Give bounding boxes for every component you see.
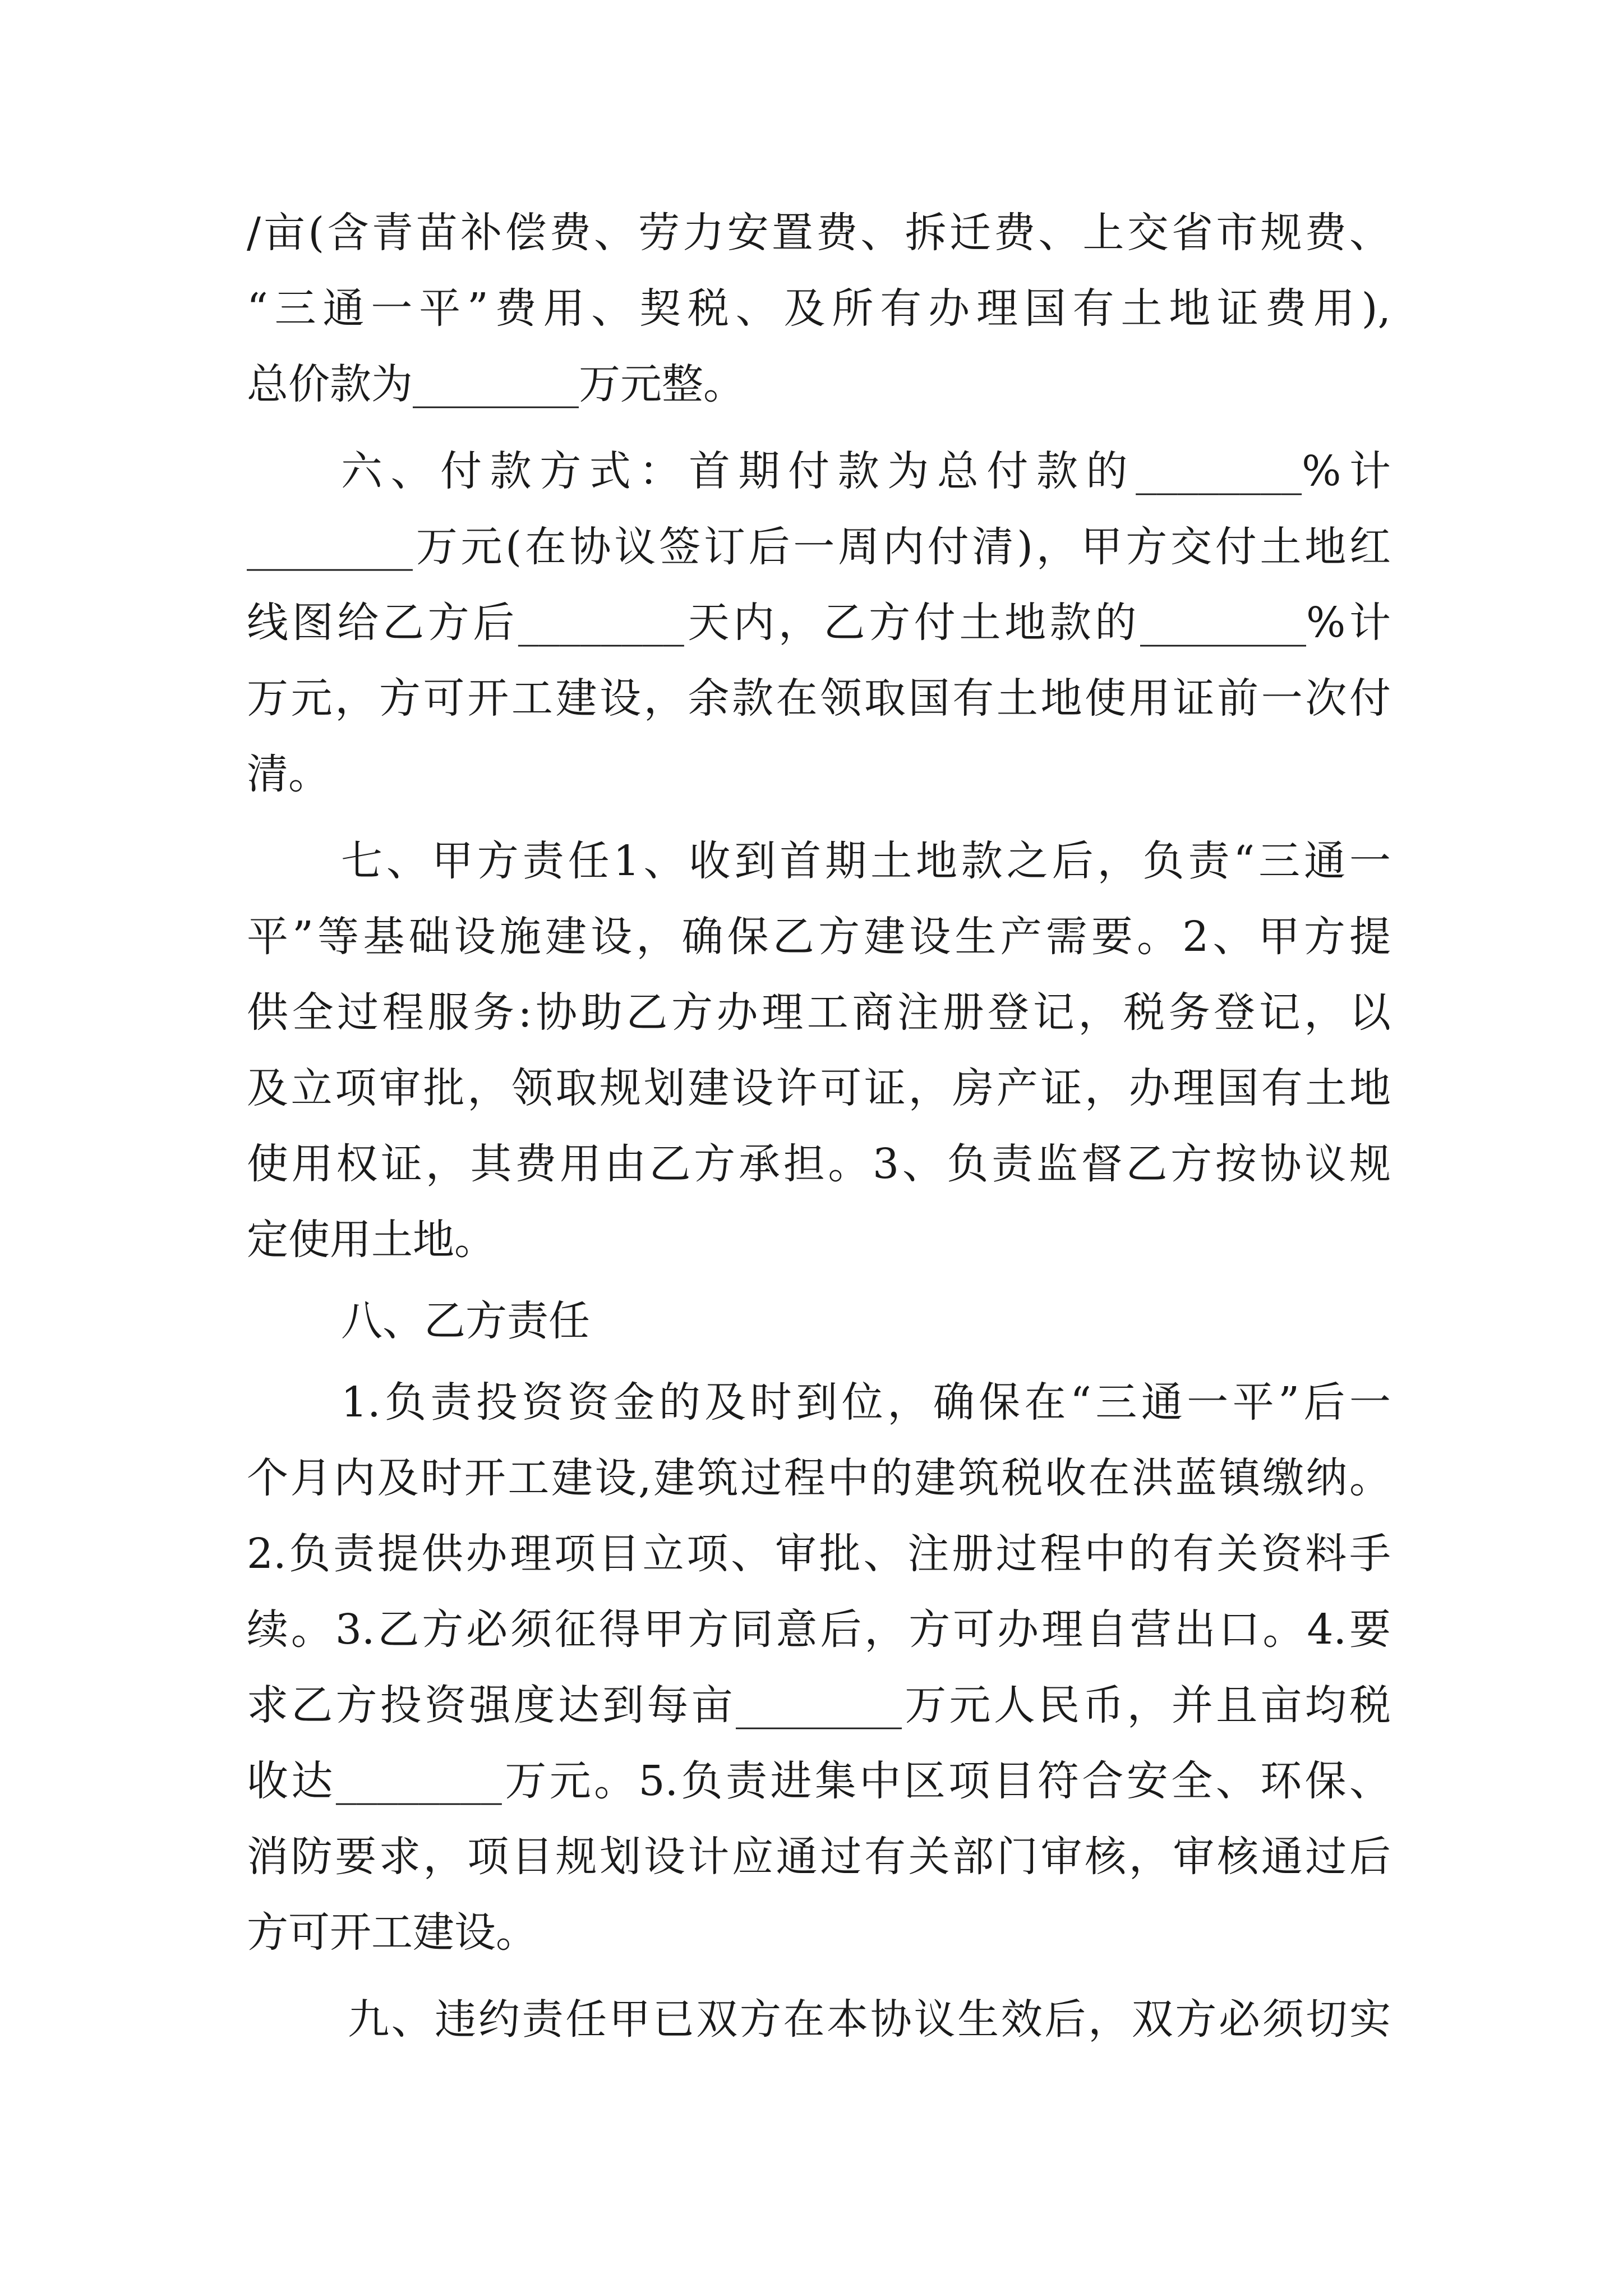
text-line: 个月内及时开工建设,建筑过程中的建筑税收在洪蓝镇缴纳。: [247, 1454, 1391, 1502]
text-line: 定使用土地。: [247, 1216, 496, 1264]
text-line: 消防要求，项目规划设计应通过有关部门审核，审核通过后: [247, 1833, 1391, 1881]
text-line: 六、付款方式：首期付款为总付款的________%计: [341, 447, 1391, 495]
text-line: 续。3.乙方必须征得甲方同意后，方可办理自营出口。4.要: [247, 1605, 1391, 1654]
text-line: 使用权证，其费用由乙方承担。3、负责监督乙方按协议规: [247, 1140, 1391, 1188]
text-line: 供全过程服务:协助乙方办理工商注册登记，税务登记，以: [247, 988, 1391, 1037]
text-line: 七、甲方责任1、收到首期土地款之后，负责“三通一: [341, 837, 1391, 885]
text-line: 求乙方投资强度达到每亩________万元人民币，并且亩均税: [247, 1681, 1391, 1729]
text-line: /亩(含青苗补偿费、劳力安置费、拆迁费、上交省市规费、: [247, 209, 1391, 257]
text-line: 方可开工建设。: [247, 1908, 537, 1957]
text-line: 九、违约责任甲已双方在本协议生效后，双方必须切实: [348, 1995, 1391, 2044]
text-line: 收达________万元。5.负责进集中区项目符合安全、环保、: [247, 1757, 1391, 1805]
text-line: 八、乙方责任: [341, 1297, 590, 1345]
text-line: 线图给乙方后________天内，乙方付土地款的________%计: [247, 599, 1391, 647]
text-line: 及立项审批，领取规划建设许可证，房产证，办理国有土地: [247, 1064, 1391, 1112]
text-line: 清。: [247, 750, 330, 798]
text-line: 2.负责提供办理项目立项、审批、注册过程中的有关资料手: [247, 1530, 1391, 1578]
text-line: “三通一平”费用、契税、及所有办理国有土地证费用),: [247, 284, 1391, 333]
text-line: 平”等基础设施建设，确保乙方建设生产需要。2、甲方提: [247, 913, 1391, 961]
text-line: 总价款为________万元整。: [247, 360, 745, 408]
text-line: 1.负责投资资金的及时到位，确保在“三通一平”后一: [341, 1378, 1391, 1427]
text-line: 万元，方可开工建设，余款在领取国有土地使用证前一次付: [247, 674, 1391, 723]
text-line: ________万元(在协议签订后一周内付清)，甲方交付土地红: [247, 523, 1391, 571]
